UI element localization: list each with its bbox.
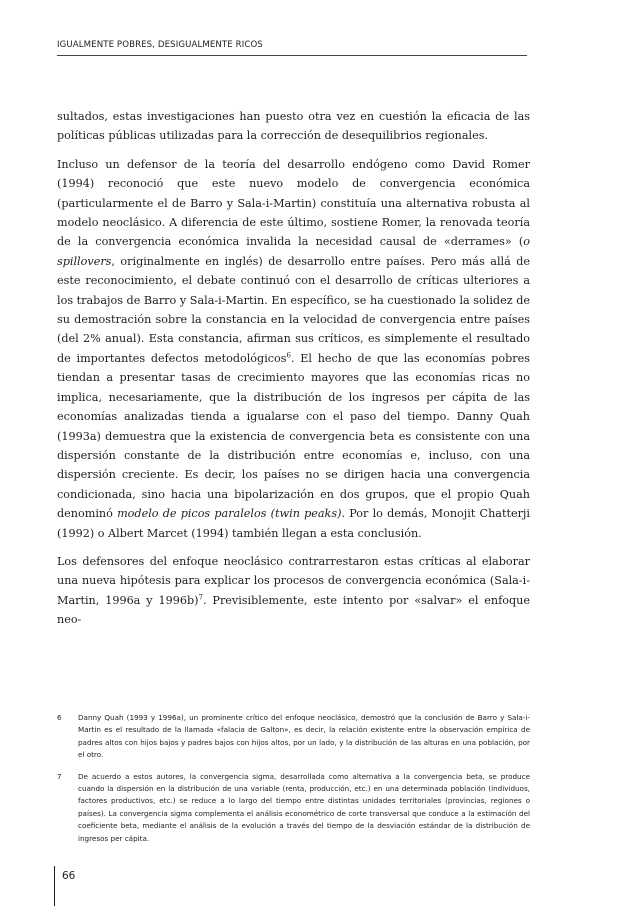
running-header: IGUALMENTE POBRES, DESIGUALMENTE RICOS xyxy=(57,40,263,50)
p2-text-2: , originalmente en inglés) de desarrollo entre países. Pero más allá de este reconocimiento, el debate continuó con el desarrollo de críticas ulteriores a los trabajos de Barro y Sala-i-Martin. En específico, se ha cuestionado la solidez de su demostración sobre la constancia en la velocidad de convergencia entre países (del 2% anual). Esta constancia, afirman sus críticos, es simplemente el resultado de importantes defectos metodológicos xyxy=(57,254,530,365)
p3-text-1: Los defensores del enfoque neoclásico contrarrestaron estas críticas al elaborar una nueva hipótesis para explicar los procesos de convergencia económica (Sala-i-Martin, 1996a y 1996b) xyxy=(57,554,530,607)
footnote-text: De acuerdo a estos autores, la convergencia sigma, desarrollada como alternativa a la convergencia beta, se produce cuando la dispersión en la distribución de una variable (renta, producción, etc.) en una determinada población (individuos, factores productivos, etc.) se reduce a lo largo del tiempo entre distintas unidades territoriales (provincias, regiones o países). La convergencia sigma complementa el análisis econométrico de corte transversal que conduce a la estimación del coeficiente beta, mediante el análisis de la evolución a través del tiempo de la desviación estándar de la distribución de ingresos per cápita. xyxy=(78,771,530,843)
footnote-ref-6[interactable]: 6 xyxy=(286,351,291,360)
page-number-rule xyxy=(54,866,55,906)
p3-text-2: . Previsiblemente, este intento por «salvar» el enfoque neo- xyxy=(57,593,530,627)
footnote-number: 7 xyxy=(57,771,62,781)
footnote-ref-7[interactable]: 7 xyxy=(198,593,203,602)
p2-text-4: . Por lo demás, Monojit Chatterji (1992) o Albert Marcet (1994) también llegan a esta conclusión. xyxy=(57,507,530,540)
footnote-6 xyxy=(57,712,530,762)
paragraph-1: sultados, estas investigaciones han puesto otra vez en cuestión la eficacia de las políticas públicas utilizadas para la corrección de desequilibrios regionales. xyxy=(57,110,530,143)
footnotes xyxy=(57,712,530,854)
p2-italic-spillovers: o spillovers xyxy=(57,235,530,268)
paragraph-2 xyxy=(57,155,530,543)
p2-italic-twin-peaks: modelo de picos paralelos (twin peaks) xyxy=(117,507,342,521)
p2-text-3: . El hecho de que las economías pobres tiendan a presentar tasas de crecimiento mayores que las economías ricas no implica, necesariamente, que la distribución de los ingresos per cápita de las economías analizadas tienda a igualarse con el paso del tiempo. Danny Quah (1993a) demuestra que la existencia de convergencia beta es consistente con una dispersión constante de la distribución entre economías e, incluso, con una dispersión creciente. Es decir, los países no se dirigen hacia una convergencia condicionada, sino hacia una bipolarización en dos grupos, que el propio Quah denominó xyxy=(57,351,530,521)
p2-text-1: Incluso un defensor de la teoría del desarrollo endógeno como David Romer (1994) reconoció que este nuevo modelo de convergencia económica (particularmente el de Barro y Sala-i-Martin) constituía una alternativa robusta al modelo neoclásico. A diferencia de este último, sostiene Romer, la renovada teoría de la convergencia económica invalida la necesidad causal de «derrames» ( xyxy=(57,157,530,249)
footnote-text: Danny Quah (1993 y 1996a), un prominente crítico del enfoque neoclásico, demostró que la conclusión de Barro y Sala-i-Martin es el resultado de la llamada «falacia de Galton», es decir, la relación existente entre la observación empírica de padres altos con hijos bajos y padres bajos con hijos altos, por un lado, y la distribución de las alturas en una población, por el otro. xyxy=(78,713,530,760)
footnote-number: 6 xyxy=(57,713,62,722)
page-number: 66 xyxy=(62,870,76,882)
footnote-7 xyxy=(57,771,530,845)
paragraph-3 xyxy=(57,552,530,630)
header-rule xyxy=(57,55,527,56)
main-text xyxy=(57,107,530,639)
